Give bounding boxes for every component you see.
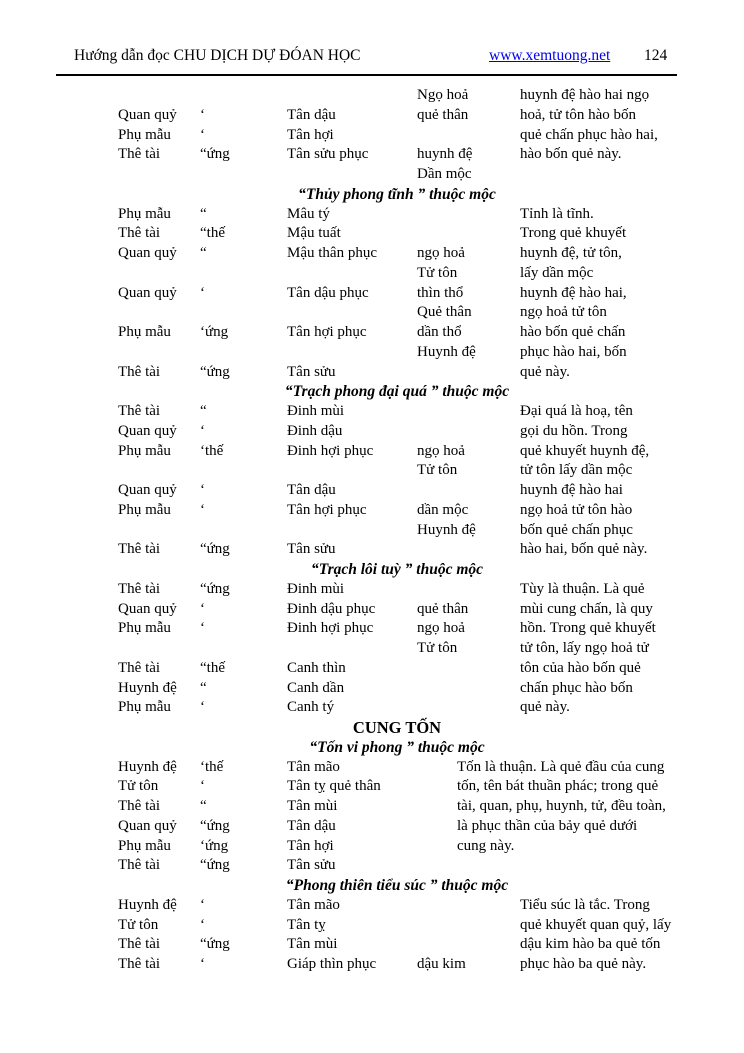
cell-c3: Tân sửu <box>287 857 336 874</box>
table-row <box>118 521 744 541</box>
cell-c5: tôn của hào bốn quẻ <box>520 659 641 676</box>
cell-c5: huynh đệ hào hai ngọ <box>520 87 650 103</box>
cell-c4: ngọ hoả <box>417 245 465 261</box>
cell-c1: Thê tài <box>118 580 161 597</box>
cell-c2: ‘thế <box>200 442 224 459</box>
table-row <box>118 422 744 442</box>
cell-c3: Tân tỵ <box>287 916 326 933</box>
cell-c2 <box>200 86 287 106</box>
cell-c4 <box>417 698 520 718</box>
table-row <box>118 343 744 363</box>
cell-c4 <box>417 916 520 936</box>
table-row <box>118 145 744 165</box>
cell-c5: tử tôn lấy dần mộc <box>520 462 633 479</box>
cell-c4 <box>417 540 520 560</box>
cell-c3: Mậu tuất <box>287 225 341 242</box>
table-row <box>118 481 744 501</box>
table-row <box>118 856 744 876</box>
cell-c3: Tân tỵ quẻ thân <box>287 778 381 795</box>
cell-c4: ngọ hoả <box>417 620 465 637</box>
cell-c2: ‘ <box>200 126 205 143</box>
cell-c2 <box>200 521 287 541</box>
cell-c1 <box>118 343 200 363</box>
cell-c2: ‘ứng <box>200 324 229 340</box>
cell-c4 <box>417 205 520 225</box>
cell-c5: Tỉnh là tĩnh. <box>520 205 594 222</box>
cell-c1 <box>118 165 200 185</box>
cell-c5: gọi du hồn. Trong <box>520 422 628 439</box>
cell-c3: Tân dậu <box>287 817 336 834</box>
table-row <box>118 896 744 916</box>
cell-c5: ngọ hoả tử tôn <box>520 304 607 321</box>
cell-c4 <box>417 363 520 383</box>
cell-c1 <box>118 461 200 481</box>
cell-c5: quẻ chấn phục hào hai, <box>520 126 658 143</box>
page-number: 124 <box>644 47 668 64</box>
cell-c1: Thê tài <box>118 936 161 953</box>
cell-c4: ngọ hoả <box>417 442 465 459</box>
cell-c4: Tử tôn <box>417 462 458 479</box>
cell-c2 <box>200 343 287 363</box>
cell-c5: phục hào ba quẻ này. <box>520 956 647 972</box>
cell-c4: dần mộc <box>417 501 469 518</box>
cell-c1: Thê tài <box>118 541 161 558</box>
cell-c4: quẻ thân <box>417 106 469 123</box>
cell-c5: quẻ này. <box>520 699 570 716</box>
table-row <box>118 264 744 284</box>
table-row <box>118 837 744 857</box>
cell-c2: “ <box>200 679 207 696</box>
cell-c1 <box>118 264 200 284</box>
table-row <box>118 797 744 817</box>
cell-c2: ‘ứng <box>200 837 229 854</box>
page-header <box>0 0 744 86</box>
cell-c3 <box>287 165 417 185</box>
table-row <box>118 758 744 778</box>
cell-c5: hoả, tử tôn hào bốn <box>520 106 637 123</box>
cell-c2: “ <box>200 798 207 814</box>
cell-c3 <box>287 521 417 541</box>
cell-c1: Thê tài <box>118 798 161 814</box>
cell-c5: tử tôn, lấy ngọ hoả tử <box>520 640 649 656</box>
table-row <box>118 580 744 600</box>
cell-c5: là phục thần của bảy quẻ dưới <box>457 817 638 834</box>
cell-c2: “ <box>200 245 207 261</box>
table-row <box>118 402 744 422</box>
cell-c1 <box>118 639 200 659</box>
cell-c1: Phụ mẫu <box>118 205 171 222</box>
cell-c5: quẻ khuyết huynh đệ, <box>520 442 650 459</box>
cell-c1: Thê tài <box>118 225 161 242</box>
cell-c2: ‘ <box>200 956 205 972</box>
cell-c5: Tốn là thuận. Là quẻ đầu của cung <box>457 758 665 775</box>
table-row <box>118 323 744 343</box>
table-row <box>118 205 744 225</box>
table-row <box>118 817 744 837</box>
cell-c5: phục hào hai, bốn <box>520 343 627 360</box>
cell-c4 <box>417 481 520 501</box>
cell-c3: Tân mùi <box>287 798 338 814</box>
cell-c5: quẻ khuyết quan quỷ, lấy <box>520 916 672 933</box>
cell-c4 <box>417 126 520 146</box>
cell-c3: Tân hợi <box>287 126 334 143</box>
cell-c4: Huynh đệ <box>417 343 476 360</box>
cell-c2: “ứng <box>200 817 230 834</box>
cell-c5: Đại quá là hoạ, tên <box>520 403 633 419</box>
table-row <box>118 540 744 560</box>
cell-c1 <box>118 303 200 323</box>
cell-c1: Quan quỷ <box>118 817 177 834</box>
table-row <box>118 126 744 146</box>
cell-c2: ‘ <box>200 916 205 933</box>
table-row <box>118 284 744 304</box>
table-row <box>118 501 744 521</box>
cell-c3: Mậu thân phục <box>287 245 377 261</box>
cell-c3: Tân dậu <box>287 106 336 123</box>
cell-c2: “ứng <box>200 857 230 874</box>
cell-c4 <box>417 896 520 916</box>
cell-c1: Tử tôn <box>118 778 159 795</box>
cell-c4 <box>417 580 520 600</box>
cell-c4 <box>417 659 520 679</box>
cell-c2: “ứng <box>200 541 230 558</box>
cell-c2: ‘ <box>200 699 205 716</box>
table-row <box>118 600 744 620</box>
cell-c4 <box>417 679 520 699</box>
cell-c5 <box>520 165 744 185</box>
cell-c3 <box>287 86 417 106</box>
cell-c2: ‘ <box>200 106 205 123</box>
cell-c5: ngọ hoả tử tôn hào <box>520 501 633 518</box>
cell-c1: Thê tài <box>118 363 161 380</box>
cell-c2: ‘ <box>200 482 205 498</box>
cell-c4: quẻ thân <box>417 600 469 617</box>
cell-c5: quẻ này. <box>520 363 570 380</box>
cell-c4 <box>417 224 520 244</box>
cell-c3: Tân sửu <box>287 541 336 558</box>
table-row <box>118 916 744 936</box>
section-heading: “Phong thiên tiểu súc ” thuộc mộc <box>285 877 509 894</box>
cell-c3: Đinh dậu phục <box>287 600 376 617</box>
table-row <box>118 106 744 126</box>
table-row <box>118 303 744 323</box>
cell-c5: mùi cung chấn, là quy <box>520 600 653 617</box>
cell-c2: “ứng <box>200 363 230 380</box>
cell-c2: “ứng <box>200 580 230 597</box>
cell-c1: Huynh đệ <box>118 758 177 775</box>
header-rule <box>56 74 677 76</box>
cell-c3: Đinh dậu <box>287 422 343 439</box>
cell-c3: Đinh hợi phục <box>287 620 374 637</box>
cell-c1: Quan quỷ <box>118 422 177 439</box>
cell-c2 <box>200 264 287 284</box>
cell-c4: dần thổ <box>417 324 462 340</box>
cell-c2: “ứng <box>200 146 230 163</box>
cell-c4: Ngọ hoả <box>417 87 469 103</box>
cell-c2: ‘ <box>200 422 205 439</box>
table-row <box>118 165 744 185</box>
cung-heading: CUNG TỐN <box>352 718 442 737</box>
table-row <box>118 461 744 481</box>
cell-c2: “thế <box>200 659 225 676</box>
cell-c5: hào bốn quẻ này. <box>520 146 622 163</box>
table-row <box>118 698 744 718</box>
cell-c5: hào hai, bốn quẻ này. <box>520 541 648 558</box>
cell-c3: Tân mão <box>287 758 340 775</box>
cell-c3: Canh dần <box>287 679 345 696</box>
cell-c3: Canh tý <box>287 699 335 716</box>
section-heading: “Tốn vi phong ” thuộc mộc <box>309 738 485 756</box>
cell-c5: tốn, tên bát thuần phác; trong quẻ <box>457 778 659 795</box>
cell-c5: hào bốn quẻ chấn <box>520 324 626 340</box>
cell-c4 <box>417 935 520 955</box>
cell-c3: Tân hợi phục <box>287 501 367 518</box>
cell-c2: “ <box>200 403 207 419</box>
cell-c3: Tân mão <box>287 896 340 913</box>
cell-c5: huynh đệ, tử tôn, <box>520 245 622 261</box>
cell-c1: Quan quỷ <box>118 600 177 617</box>
cell-c2: “thế <box>200 225 225 242</box>
cell-c1: Thê tài <box>118 146 161 163</box>
cell-c4: thìn thổ <box>417 284 464 301</box>
cell-c3: Tân dậu <box>287 482 336 498</box>
cell-c2: ‘ <box>200 284 205 301</box>
cell-c1: Quan quỷ <box>118 284 177 301</box>
cell-c1: Huynh đệ <box>118 896 177 913</box>
cell-c1: Tử tôn <box>118 916 159 933</box>
cell-c2 <box>200 461 287 481</box>
cell-c1: Quan quỷ <box>118 245 177 261</box>
cell-c1: Phụ mẫu <box>118 620 171 637</box>
section-heading: “Trạch phong đại quá ” thuộc mộc <box>284 383 510 401</box>
cell-c1: Phụ mẫu <box>118 699 171 716</box>
cell-c3: Canh thìn <box>287 659 346 676</box>
cell-c3: Đinh mùi <box>287 403 345 419</box>
cell-c1: Thê tài <box>118 857 161 874</box>
table-content <box>0 86 744 975</box>
cell-c4: dậu kim <box>417 956 466 972</box>
table-row <box>118 442 744 462</box>
cell-c1: Quan quỷ <box>118 482 177 498</box>
cell-c3: Tân sửu phục <box>287 146 369 163</box>
cell-c1: Phụ mẫu <box>118 501 171 518</box>
cell-c4 <box>417 402 520 422</box>
cell-c5: Tiểu súc là tắc. Trong <box>520 896 650 913</box>
table-row <box>118 224 744 244</box>
cell-c5: lấy dần mộc <box>520 264 594 281</box>
cell-c1: Phụ mẫu <box>118 126 171 143</box>
cell-c5: Tùy là thuận. Là quẻ <box>520 580 645 597</box>
cell-c2: ‘ <box>200 896 205 913</box>
cell-c4: Tử tôn <box>417 264 458 281</box>
cell-c1: Thê tài <box>118 403 161 419</box>
cell-c3: Tân dậu phục <box>287 284 369 301</box>
cell-c1: Huynh đệ <box>118 679 177 696</box>
table-row <box>118 659 744 679</box>
cell-c3 <box>287 639 417 659</box>
cell-c2: ‘ <box>200 501 205 518</box>
cell-c3: Đinh hợi phục <box>287 442 374 459</box>
cell-c5: bốn quẻ chấn phục <box>520 521 633 538</box>
cell-c4: Quẻ thân <box>417 304 472 321</box>
cell-c3: Tân mùi <box>287 936 338 953</box>
cell-c2: “ứng <box>200 936 230 953</box>
cell-c3: Tân hợi phục <box>287 324 367 340</box>
cell-c3 <box>287 264 417 284</box>
table-row <box>118 679 744 699</box>
cell-c2: ‘ <box>200 600 205 617</box>
cell-c5: Trong quẻ khuyết <box>520 225 627 242</box>
cell-c2 <box>200 639 287 659</box>
cell-c2 <box>200 303 287 323</box>
table-row <box>118 86 744 106</box>
cell-c2: “ <box>200 205 207 222</box>
cell-c5: tài, quan, phụ, huynh, tử, đều toàn, <box>457 798 666 814</box>
cell-c5: huynh đệ hào hai <box>520 482 623 498</box>
cell-c3: Tân hợi <box>287 837 334 854</box>
table-row <box>118 244 744 264</box>
cell-c2 <box>200 165 287 185</box>
cell-c2: ‘thế <box>200 758 224 775</box>
cell-c3: Đinh mùi <box>287 580 345 597</box>
cell-c5 <box>457 856 744 876</box>
cell-c1: Thê tài <box>118 659 161 676</box>
cell-c1: Phụ mẫu <box>118 837 171 854</box>
header-link[interactable]: www.xemtuong.net <box>489 47 611 64</box>
cell-c1: Phụ mẫu <box>118 324 171 340</box>
table-row <box>118 619 744 639</box>
cell-c4: Tử tôn <box>417 640 458 656</box>
cell-c4: Dần mộc <box>417 166 472 182</box>
table-row <box>118 935 744 955</box>
cell-c5: dậu kim hào ba quẻ tốn <box>520 936 661 953</box>
cell-c1 <box>118 521 200 541</box>
cell-c2: ‘ <box>200 620 205 637</box>
cell-c5: huynh đệ hào hai, <box>520 284 627 301</box>
cell-c1: Thê tài <box>118 956 161 972</box>
cell-c4 <box>417 422 520 442</box>
cell-c3: Tân sửu <box>287 363 336 380</box>
cell-c3: Mâu tý <box>287 205 330 222</box>
section-heading: “Trạch lôi tuỳ ” thuộc mộc <box>310 561 484 578</box>
cell-c2: ‘ <box>200 778 205 795</box>
cell-c3 <box>287 343 417 363</box>
cell-c1 <box>118 86 200 106</box>
cell-c3: Giáp thìn phục <box>287 956 377 972</box>
section-heading: “Thủy phong tĩnh ” thuộc mộc <box>298 185 496 203</box>
cell-c4: Huynh đệ <box>417 521 476 538</box>
cell-c1: Quan quỷ <box>118 106 177 123</box>
cell-c4: huynh đệ <box>417 146 473 163</box>
table-row <box>118 955 744 975</box>
table-row <box>118 777 744 797</box>
header-title: Hướng dẫn đọc CHU DỊCH DỰ ĐÓAN HỌC <box>74 47 361 64</box>
cell-c5: chấn phục hào bốn <box>520 679 633 696</box>
table-row <box>118 639 744 659</box>
table-row <box>118 363 744 383</box>
cell-c1: Phụ mẫu <box>118 442 171 459</box>
cell-c5: hồn. Trong quẻ khuyết <box>520 620 656 637</box>
cell-c3 <box>287 461 417 481</box>
cell-c3 <box>287 303 417 323</box>
cell-c5: cung này. <box>457 837 515 854</box>
